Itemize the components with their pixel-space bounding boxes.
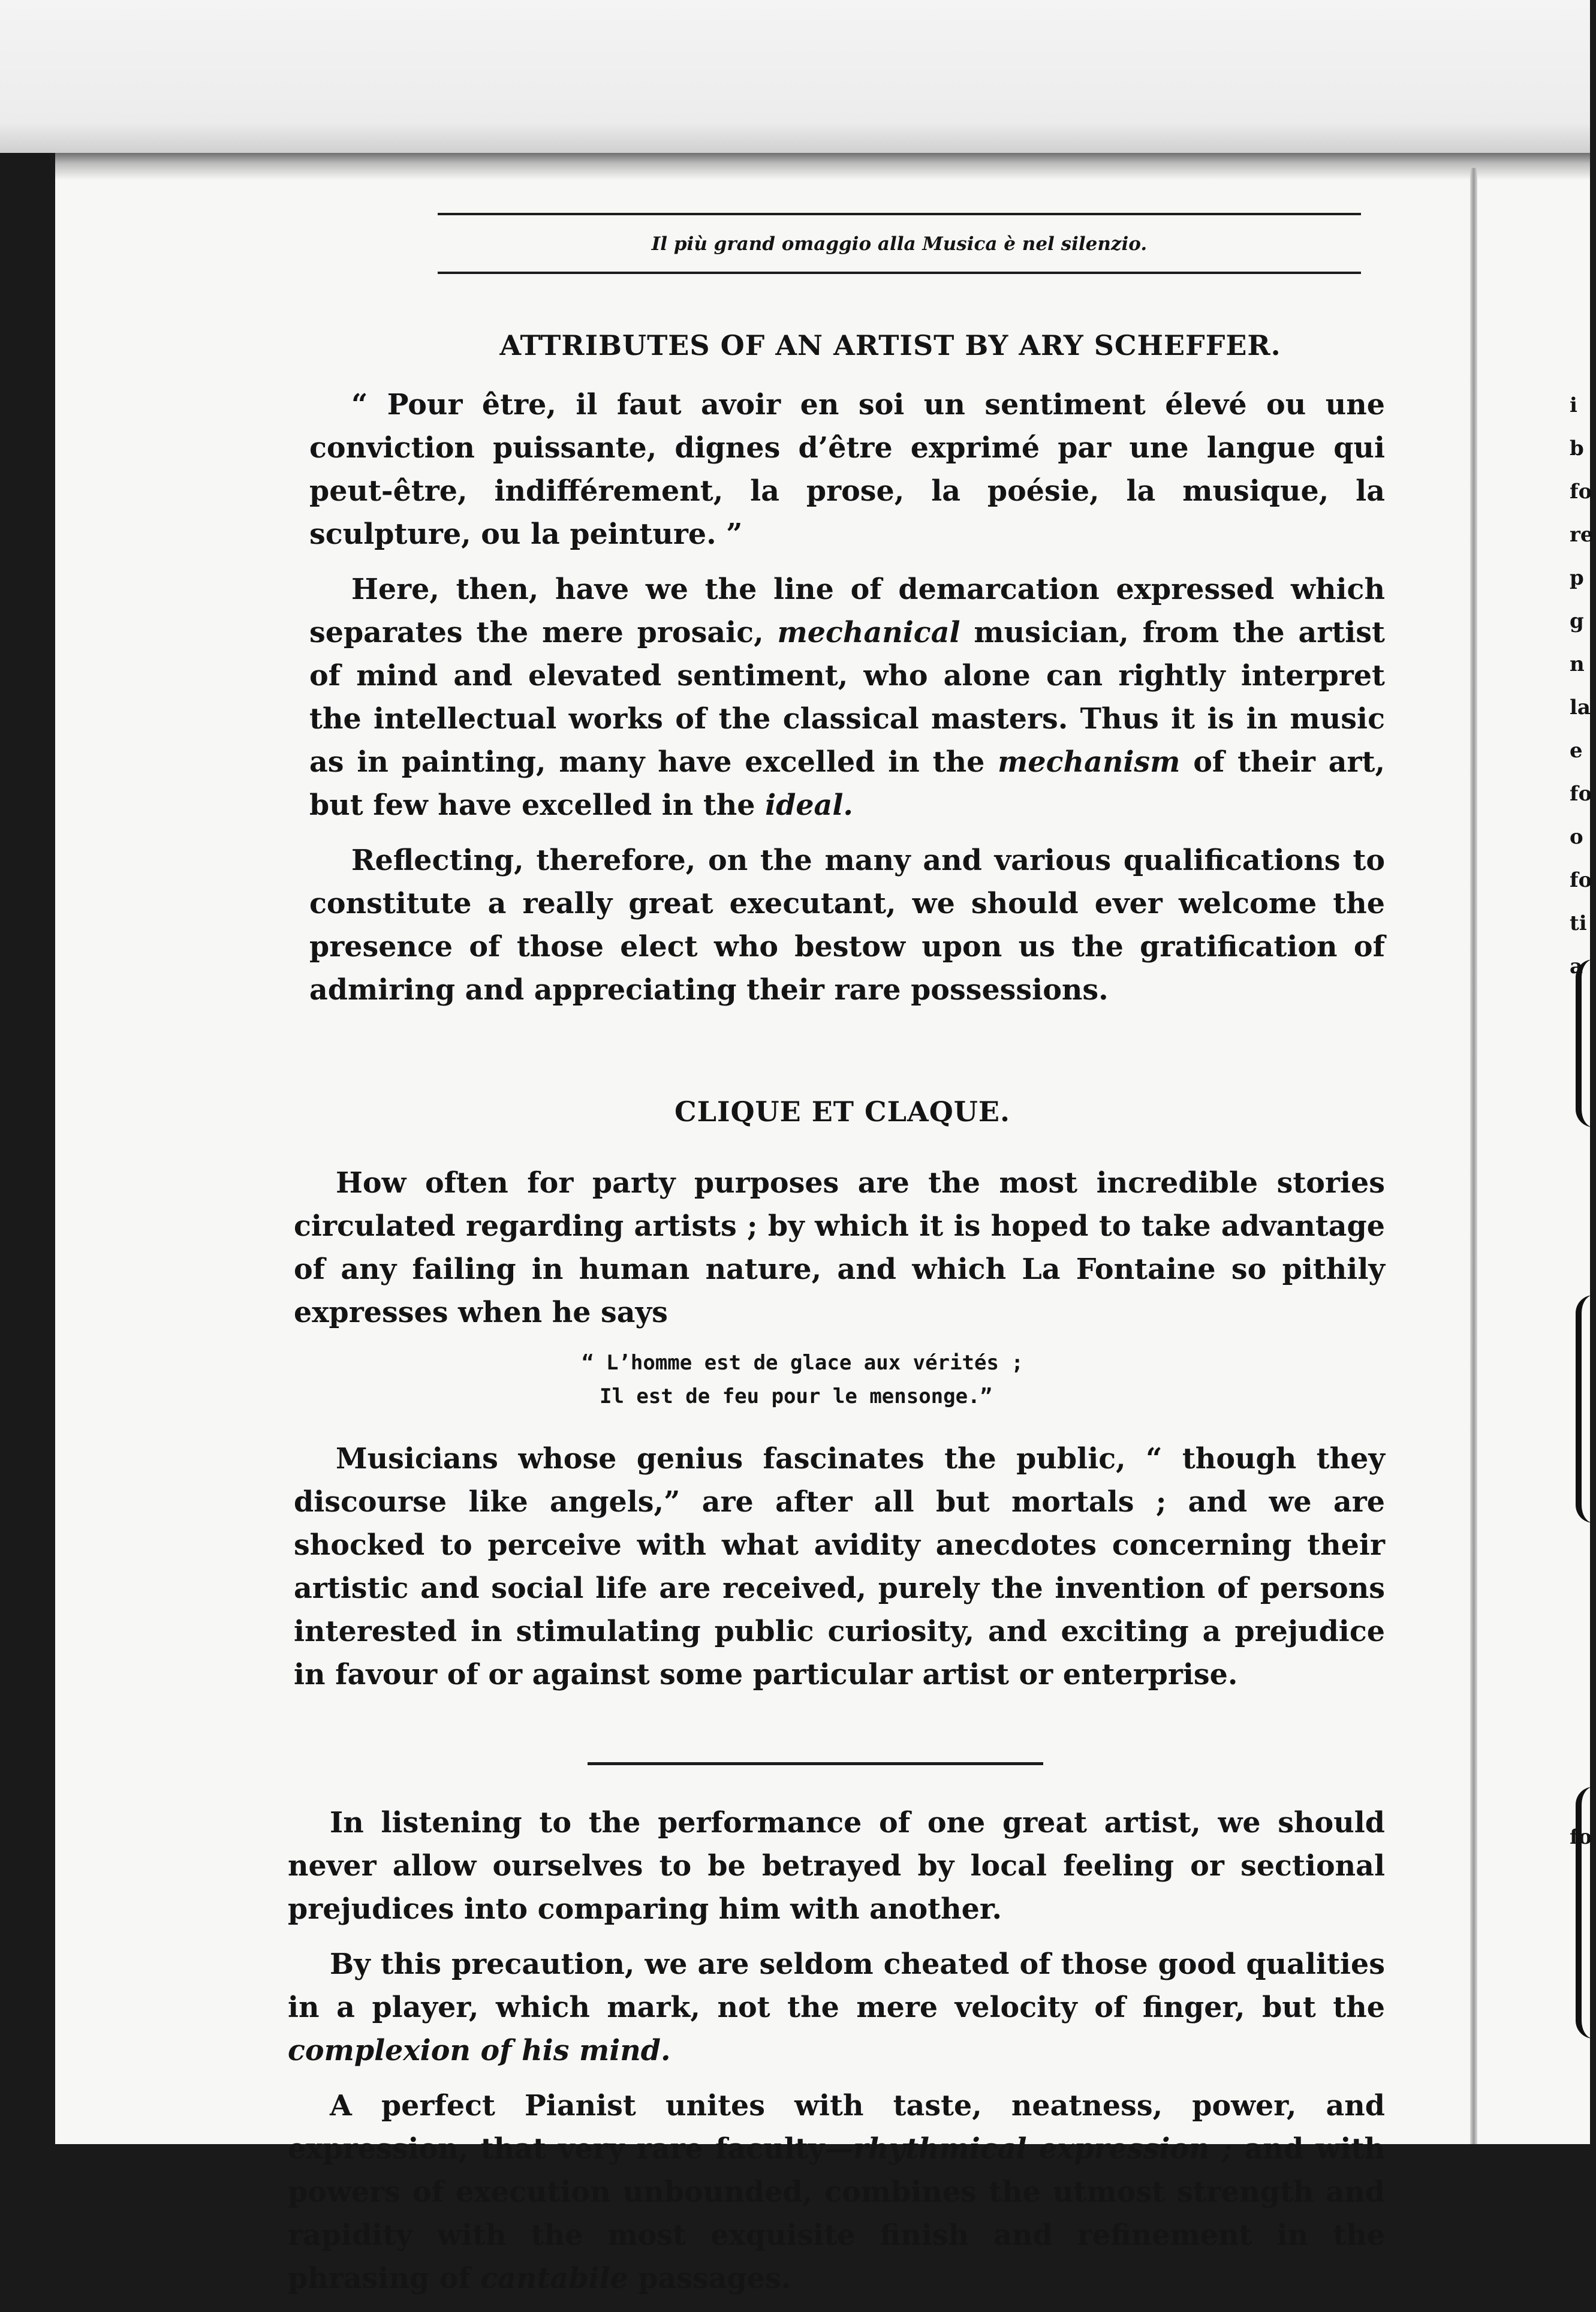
margin-letter: fo — [1570, 782, 1592, 806]
scanner-background-strip — [0, 0, 1590, 153]
paragraph: Musicians whose genius fascinates the public, “ though they discourse like angels,” are after all but mortals ; and we are shocked to perceive with what avidity anecdotes concerning their artistic and social life are received, purely the invention of persons interested in stimulating public curiosity, and exciting a prejudice in favour of or against some particular artist or enterprise. — [294, 1442, 1385, 1691]
section-attributes — [288, 329, 1385, 1012]
page-gutter-fold — [1470, 168, 1477, 2144]
margin-letter: re — [1570, 523, 1594, 547]
page-motto: Il più grand omaggio alla Musica è nel silenzio. — [651, 233, 1148, 255]
section-clique-et-claque — [288, 1095, 1385, 1696]
section-title: CLIQUE ET CLAQUE. — [674, 1095, 1010, 1128]
section-performance — [288, 1801, 1385, 2300]
margin-letter: p — [1570, 566, 1584, 590]
margin-letter: la — [1570, 696, 1591, 720]
page-top-edge — [55, 153, 1590, 180]
margin-letter: i — [1570, 393, 1577, 417]
facing-page-brace — [1576, 1295, 1596, 1523]
margin-letter: fo — [1570, 1825, 1592, 1849]
verse-line: Il est de feu pour le mensonge.” — [600, 1384, 993, 1408]
facing-page-brace — [1576, 1787, 1596, 2039]
paragraph: “ Pour être, il faut avoir en soi un sentiment élevé ou une conviction puissante, dignes d’être exprimé par une langue qui peut-être, indifférement, la prose, la poésie, la musique, la sculpture, ou la peinture. ” — [309, 388, 1385, 551]
margin-letter: fo — [1570, 480, 1592, 504]
margin-letter: fo — [1570, 868, 1592, 892]
margin-letter: o — [1570, 825, 1583, 849]
margin-letter: n — [1570, 652, 1585, 676]
verse-line: “ L’homme est de glace aux vérités ; — [582, 1351, 1023, 1375]
section-divider-rule — [588, 1762, 1043, 1765]
paragraph: By this precaution, we are seldom cheated of those good qualities in a player, which mark, not the mere velocity of finger, but the complexion of his mind. — [288, 1947, 1385, 2067]
margin-letter: g — [1570, 609, 1584, 633]
paragraph: Here, then, have we the line of demarcation expressed which separates the mere prosaic, mechanical musician, from the artist of mind and elevated sentiment, who alone can rightly interpret the intellectual works of the classical masters. Thus it is in music as in painting, many have excelled in the mechanism of their art, but few have excelled in the ideal. — [309, 573, 1385, 822]
paragraph: Reflecting, therefore, on the many and various qualifications to constitute a really great executant, we should ever welcome the presence of those elect who bestow upon us the gratification of admiring and appreciating their rare possessions. — [309, 844, 1385, 1007]
paragraph: In listening to the performance of one great artist, we should never allow ourselves to be betrayed by local feeling or sectional prejudices into comparing him with another. — [288, 1806, 1385, 1926]
page-content — [288, 213, 1385, 2312]
margin-letter: e — [1570, 739, 1583, 763]
paragraph: A perfect Pianist unites with taste, neatness, power, and expression, that very rare faculty—rhythmical expression ; and with powers of execution unbounded, combines the utmost strength and rapidity with the most exquisite finish and refinement in the phrasing of cantabile passages. — [288, 2089, 1385, 2295]
margin-letter: ti — [1570, 911, 1587, 935]
section-title: ATTRIBUTES OF AN ARTIST BY ARY SCHEFFER. — [499, 329, 1281, 362]
quoted-verse — [288, 1346, 1385, 1413]
motto-bottom-rule — [438, 272, 1361, 274]
facing-page-brace — [1576, 959, 1596, 1127]
margin-letter: a — [1570, 955, 1583, 979]
paragraph: How often for party purposes are the most incredible stories circulated regarding artists ; by which it is hoped to take advantage of any failing in human nature, and which La Fontaine so pithily expresses when he says — [294, 1166, 1385, 1329]
margin-letter: b — [1570, 436, 1584, 460]
